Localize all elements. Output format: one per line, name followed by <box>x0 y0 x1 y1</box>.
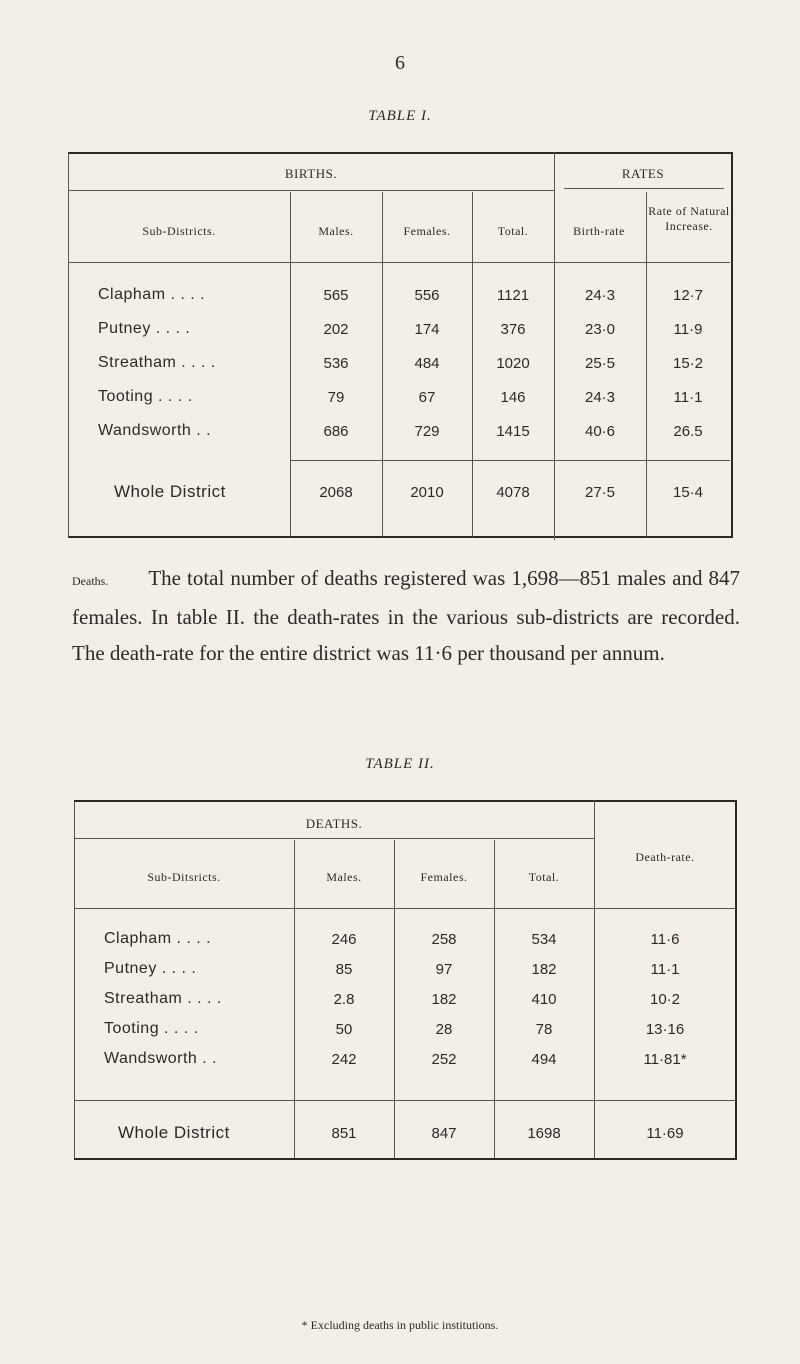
table-1-total <box>68 474 730 510</box>
row-males: 565 <box>323 286 349 304</box>
table-row <box>74 1014 736 1044</box>
col-header-females-2: Females. <box>420 870 468 884</box>
deaths-side-heading: Deaths. <box>72 574 109 588</box>
row-name: Wandsworth . . <box>104 1050 218 1067</box>
row-natural-increase: 11·9 <box>673 320 703 338</box>
col-header-birth-rate: Birth-rate <box>573 224 625 238</box>
row-total: 376 <box>500 320 526 338</box>
table-2 <box>74 800 740 1172</box>
rates-group-header: RATES <box>621 166 665 181</box>
row-total: 494 <box>531 1050 557 1068</box>
row-birth-rate: 25·5 <box>584 354 616 372</box>
row-females: 182 <box>431 990 457 1008</box>
row-total: 1020 <box>496 354 530 372</box>
deaths-group-header: DEATHS. <box>305 816 363 831</box>
table-row <box>74 984 736 1014</box>
row-males: 536 <box>323 354 349 372</box>
row-total: 1121 <box>496 286 530 304</box>
row-death-rate: 11·1 <box>650 960 680 978</box>
table-row-total <box>74 1116 736 1150</box>
row-males: 85 <box>335 960 353 978</box>
row-natural-increase: 15·4 <box>672 483 704 501</box>
col-header-natural-increase: Rate of Natural Increase. <box>648 204 730 233</box>
page-number: 6 <box>395 52 405 74</box>
table-row <box>74 1044 736 1074</box>
row-males: 2068 <box>319 483 353 501</box>
row-females: 28 <box>435 1020 453 1038</box>
row-females: 67 <box>418 388 436 406</box>
row-name: Tooting . . . . <box>104 1020 199 1037</box>
row-males: 50 <box>335 1020 353 1038</box>
footnote: * Excluding deaths in public institutions. <box>301 1318 499 1332</box>
col-header-males: Males. <box>318 224 354 238</box>
row-total: 182 <box>531 960 557 978</box>
table-2-total <box>74 1116 736 1150</box>
col-header-females: Females. <box>403 224 451 238</box>
row-name: Clapham . . . . <box>104 930 212 947</box>
table-2-body <box>74 924 736 1074</box>
row-natural-increase: 11·1 <box>673 388 703 406</box>
row-females: 847 <box>431 1124 457 1142</box>
row-females: 2010 <box>410 483 444 501</box>
deaths-paragraph <box>72 560 740 671</box>
row-total: 410 <box>531 990 557 1008</box>
row-name: Streatham . . . . <box>98 354 216 371</box>
row-females: 258 <box>431 930 457 948</box>
row-females: 97 <box>435 960 453 978</box>
total-overline <box>290 460 730 461</box>
table-1-caption: TABLE I. <box>368 108 432 124</box>
col-header-death-rate: Death-rate. <box>635 850 695 864</box>
row-total: 1698 <box>527 1124 561 1142</box>
row-birth-rate: 27·5 <box>584 483 616 501</box>
row-death-rate: 11·81* <box>643 1050 687 1068</box>
col-header-total: Total. <box>497 224 529 238</box>
table-row <box>74 924 736 954</box>
deaths-text: The total number of deaths registered was 1,698—851 males and 847 females. In table II. the death-rates in the various sub-districts are recorded. The death-rate for the entire district was 11·6 per thousand per annum. <box>72 566 740 665</box>
row-death-rate: 10·2 <box>649 990 681 1008</box>
row-birth-rate: 23·0 <box>584 320 616 338</box>
table-1-body <box>68 278 730 448</box>
row-name: Clapham . . . . <box>98 286 206 303</box>
table-1 <box>68 152 734 538</box>
table-row <box>68 278 730 312</box>
table-2-caption: TABLE II. <box>365 756 435 772</box>
row-birth-rate: 40·6 <box>584 422 616 440</box>
row-females: 174 <box>414 320 440 338</box>
births-underline <box>68 190 554 191</box>
row-males: 686 <box>323 422 349 440</box>
row-name: Whole District <box>114 482 226 501</box>
row-total: 4078 <box>496 483 530 501</box>
row-natural-increase: 26.5 <box>673 422 703 440</box>
row-name: Putney . . . . <box>104 960 197 977</box>
row-total: 534 <box>531 930 557 948</box>
row-total: 1415 <box>496 422 530 440</box>
row-name: Wandsworth . . <box>98 422 212 439</box>
births-group-header: BIRTHS. <box>284 166 338 181</box>
row-males: 851 <box>331 1124 357 1142</box>
row-name: Tooting . . . . <box>98 388 193 405</box>
row-females: 556 <box>414 286 440 304</box>
row-birth-rate: 24·3 <box>584 286 616 304</box>
row-name: Whole District <box>118 1123 230 1142</box>
header-underline <box>68 262 730 263</box>
row-males: 2.8 <box>333 990 355 1008</box>
table-row-total <box>68 474 730 510</box>
header-underline-2 <box>74 908 736 909</box>
row-females: 729 <box>414 422 440 440</box>
row-birth-rate: 24·3 <box>584 388 616 406</box>
row-name: Putney . . . . <box>98 320 191 337</box>
row-females: 252 <box>431 1050 457 1068</box>
total-overline-2 <box>74 1100 736 1101</box>
table-row <box>68 414 730 448</box>
row-females: 484 <box>414 354 440 372</box>
row-death-rate: 11·6 <box>650 930 680 948</box>
table-row <box>68 312 730 346</box>
table-row <box>74 954 736 984</box>
row-name: Streatham . . . . <box>104 990 222 1007</box>
row-males: 202 <box>323 320 349 338</box>
deaths-underline <box>74 838 594 839</box>
row-total: 78 <box>535 1020 553 1038</box>
row-death-rate: 11·69 <box>646 1124 684 1142</box>
table-row <box>68 380 730 414</box>
row-males: 246 <box>331 930 357 948</box>
row-total: 146 <box>500 388 526 406</box>
row-males: 79 <box>327 388 345 406</box>
col-header-total-2: Total. <box>528 870 560 884</box>
table-row <box>68 346 730 380</box>
col-header-males-2: Males. <box>326 870 362 884</box>
col-header-sub-districts-2: Sub-Ditsricts. <box>147 870 221 884</box>
row-natural-increase: 12·7 <box>672 286 704 304</box>
row-death-rate: 13·16 <box>645 1020 685 1038</box>
row-males: 242 <box>331 1050 357 1068</box>
row-natural-increase: 15·2 <box>672 354 704 372</box>
rates-underline <box>564 188 724 189</box>
col-header-sub-districts: Sub-Districts. <box>142 224 216 238</box>
